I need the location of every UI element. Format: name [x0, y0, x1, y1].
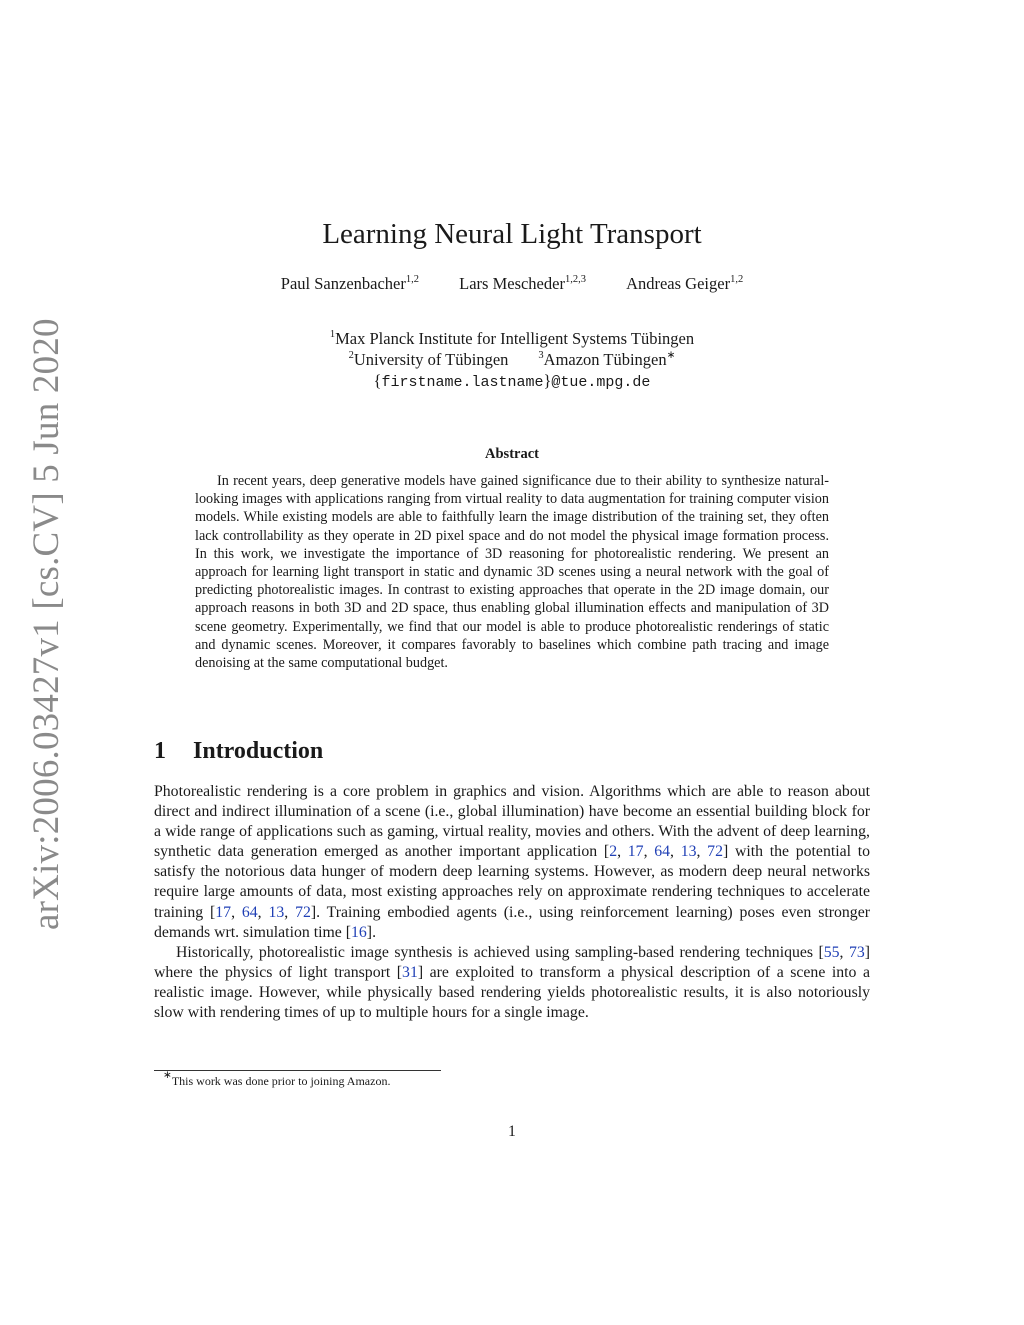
text-run: are exploited to transform a physical description of a scene into a realistic image. However, while physically based rendering yields photorealistic results, it is also notoriously slow with rendering times of up to multiple hours for a single image. [154, 963, 871, 1022]
contact-email [0, 370, 1024, 393]
affiliation-mark: 2 [348, 350, 354, 361]
footnote-rule [154, 1070, 441, 1071]
affiliation-text: Max Planck Institute for Intelligent Systems Tübingen [335, 329, 695, 348]
paragraph-2: Historically, photorealistic image synthesis is achieved using sampling-based rendering techniques [55, 73] where the physics of light transport [31] are exploited to transform a physical description of a scene into a realistic image. However, while physically based rendering yields photorealistic results, it is also notoriously slow with rendering times of up to multiple hours for a single image. [154, 943, 871, 1022]
affiliations [0, 328, 1024, 393]
author-name: Paul Sanzenbacher [280, 274, 406, 293]
affiliation-text: Amazon Tübingen [543, 350, 667, 369]
citation-link[interactable]: 2 [609, 843, 618, 861]
text-run: where the physics of light transport [154, 963, 397, 981]
author-list [0, 274, 1024, 294]
section-title: Introduction [193, 738, 324, 764]
text-run: Historically, photorealistic image synthesis is achieved using sampling-based rendering techniques [176, 943, 819, 961]
citation-link[interactable]: 17 [627, 843, 644, 861]
citation-link[interactable]: 72 [707, 843, 723, 861]
footnote-marker: ∗ [163, 1070, 172, 1081]
affiliation-mark: 1 [329, 329, 336, 340]
text-run: with the potential to satisfy the notorious data hunger of modern deep learning systems. However, as modern deep neural networks require large amounts of data, most existing approaches rely on approximate rendering techniques to accelerate training [154, 843, 871, 921]
author-affiliation-marks: 1,2,3 [564, 274, 586, 285]
author-affiliation-marks: 1,2 [730, 274, 744, 285]
citation-link[interactable]: 13 [268, 903, 285, 921]
section-number: 1 [154, 738, 166, 764]
text-run: Photorealistic rendering is a core problem in graphics and vision. Algorithms which are able to reason about direct and indirect illumination of a scene (i.e., global illumination) have become an essential building block for a wide range of applications such as gaming, virtual reality, movies and others. With the advent of deep learning, synthetic data generation emerged as another important application [154, 783, 870, 861]
author-name: Lars Mescheder [459, 274, 565, 293]
abstract-text: In recent years, deep generative models have gained significance due to their ability to synthesize natural-looking images with applications ranging from virtual reality to data augmentation for training computer vision models. While existing models are able to faithfully learn the image distribution of the training set, they often lack controllability as they operate in 2D pixel space and do not model the physical image formation process. In this work, we investigate the importance of 3D reasoning for photorealistic rendering. We present an approach for learning light transport in static and dynamic 3D scenes using a neural network with the goal of predicting photorealistic images. In contrast to existing approaches that operate in the 2D image domain, our approach reasons in both 3D and 2D space, thus enabling global illumination effects and manipulation of 3D scene geometry. Experimentally, we find that our model is able to produce photorealistic renderings of static and dynamic scenes. Moreover, it compares favorably to baselines which combine path tracing and image denoising at the same computational budget. [195, 473, 829, 672]
footnote-text: This work was done prior to joining Amazon. [171, 1074, 391, 1088]
citation-link[interactable]: 72 [295, 903, 311, 921]
citation-link[interactable]: 16 [351, 923, 367, 941]
author-name: Andreas Geiger [626, 274, 731, 293]
email-domain: @tue.mpg.de [551, 374, 651, 391]
section-heading [154, 738, 323, 765]
author-affiliation-marks: 1,2 [405, 274, 419, 285]
page-number: 1 [508, 1123, 516, 1140]
citation-link[interactable]: 31 [402, 963, 418, 981]
author-1 [281, 274, 419, 294]
citation-link[interactable]: 73 [848, 943, 865, 961]
email-brace-open: { [373, 371, 382, 390]
citation-link[interactable]: 17 [215, 903, 232, 921]
footnote-marker: ∗ [666, 350, 676, 361]
paragraph-1: Photorealistic rendering is a core problem in graphics and vision. Algorithms which are able to reason about direct and indirect illumination of a scene (i.e., global illumination) have become an essential building block for a wide range of applications such as gaming, virtual reality, movies and others. With the advent of deep learning, synthetic data generation emerged as another important application [2, 17, 64, 13, 72] with the potential to satisfy the notorious data hunger of modern deep learning systems. However, as modern deep neural networks require large amounts of data, most existing approaches rely on approximate rendering techniques to accelerate training [17, 64, 13, 72]. Training embodied agents (i.e., using reinforcement learning) poses even stronger demands wrt. simulation time [16]. [154, 783, 871, 941]
text-run: . Training embodied agents (i.e., using reinforcement learning) poses even stronger demands wrt. simulation time [154, 903, 870, 941]
footnote [163, 1070, 391, 1089]
affiliation-line-2 [0, 349, 1024, 370]
paper-title: Learning Neural Light Transport [322, 218, 702, 250]
citation-link[interactable]: 13 [680, 843, 697, 861]
affiliation-mark: 3 [538, 350, 544, 361]
arxiv-identifier-stamp: arXiv:2006.03427v1 [cs.CV] 5 Jun 2020 [26, 318, 67, 930]
email-brace-close: } [543, 371, 552, 390]
introduction-body [154, 782, 870, 1023]
text-run: . [372, 923, 377, 941]
abstract-heading: Abstract [485, 446, 539, 462]
email-user: firstname.lastname [381, 374, 544, 391]
citation-link[interactable]: 55 [823, 943, 840, 961]
author-2 [459, 274, 586, 294]
citation-link[interactable]: 64 [654, 843, 671, 861]
citation-link[interactable]: 64 [241, 903, 258, 921]
author-3 [626, 274, 743, 294]
affiliation-text: University of Tübingen [353, 350, 509, 369]
affiliation-line-1 [0, 328, 1024, 349]
